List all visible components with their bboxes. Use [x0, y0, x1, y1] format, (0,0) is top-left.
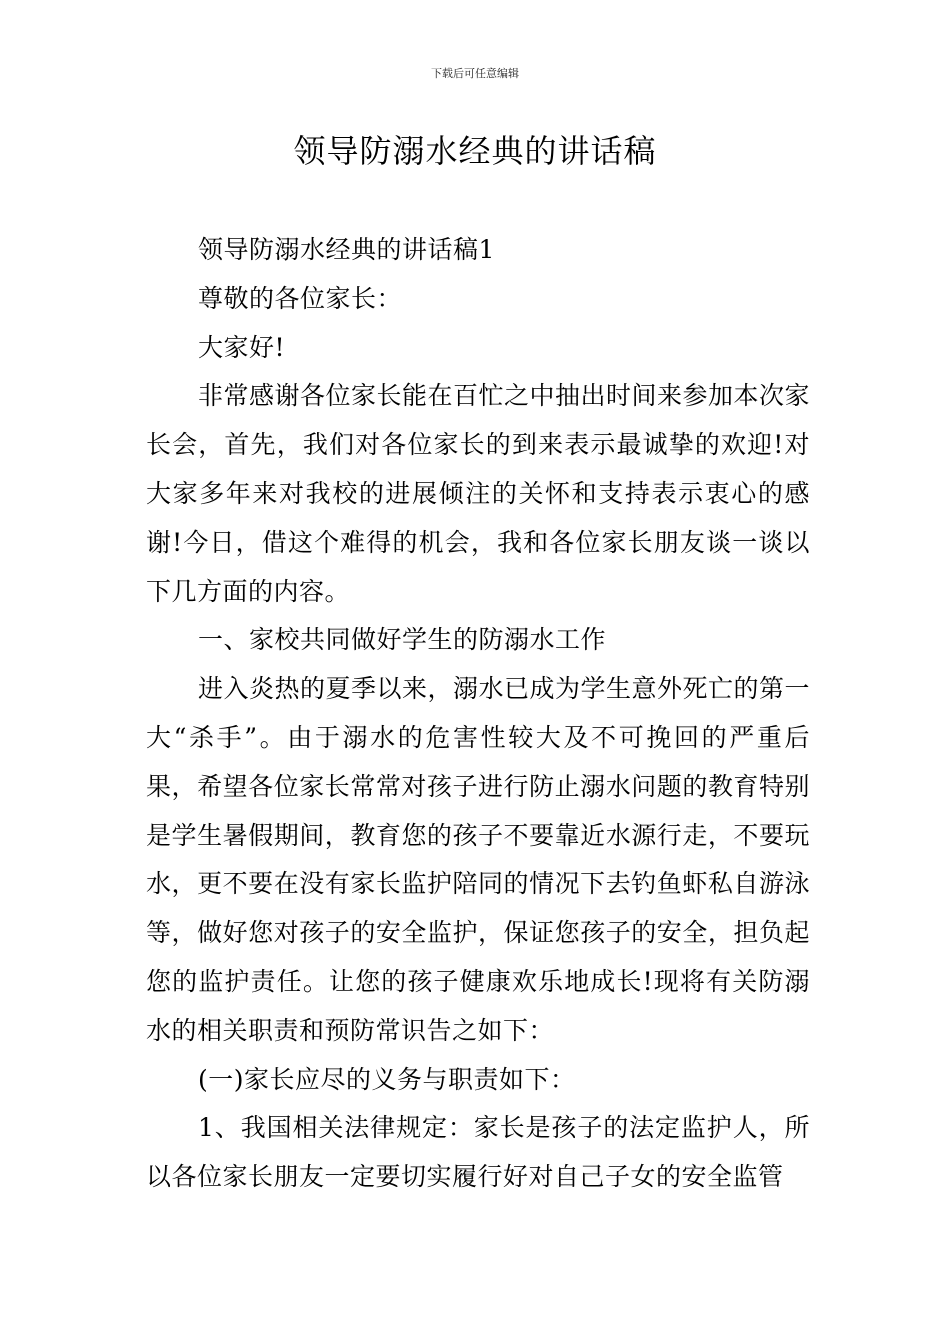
subsection-heading: 一、家校共同做好学生的防溺水工作: [198, 625, 607, 655]
document-title: 领导防溺水经典的讲话稿: [293, 132, 657, 170]
salutation: 尊敬的各位家长：: [198, 283, 403, 313]
section-heading: 领导防溺水经典的讲话稿1: [198, 235, 495, 264]
list-item: 1、我国相关法律规定：家长是孩子的法定监护人，所以各位家长朋友一定要切实履行好对自己子女的安全监管: [146, 1113, 810, 1192]
header-note: 下载后可任意编辑: [431, 67, 519, 80]
body-paragraph: 非常感谢各位家长能在百忙之中抽出时间来参加本次家长会，首先，我们对各位家长的到来表示最诚挚的欢迎!对大家多年来对我校的进展倾注的关怀和支持表示衷心的感谢!今日，借这个难得的机会，我和各位家长朋友谈一谈以下几方面的内容。: [146, 381, 811, 606]
body-paragraph: 进入炎热的夏季以来，溺水已成为学生意外死亡的第一大“杀手”。由于溺水的危害性较大及不可挽回的严重后果，希望各位家长常常对孩子进行防止溺水问题的教育特别是学生暑假期间，教育您的孩子不要靠近水源行走，不要玩水，更不要在没有家长监护陪同的情况下去钓鱼虾私自游泳等，做好您对孩子的安全监护，保证您孩子的安全，担负起您的监护责任。让您的孩子健康欢乐地成长!现将有关防溺水的相关职责和预防常识告之如下：: [146, 674, 811, 1045]
greeting: 大家好!: [198, 332, 286, 362]
document-body: [146, 226, 810, 1202]
list-heading: (一)家长应尽的义务与职责如下：: [198, 1064, 576, 1094]
